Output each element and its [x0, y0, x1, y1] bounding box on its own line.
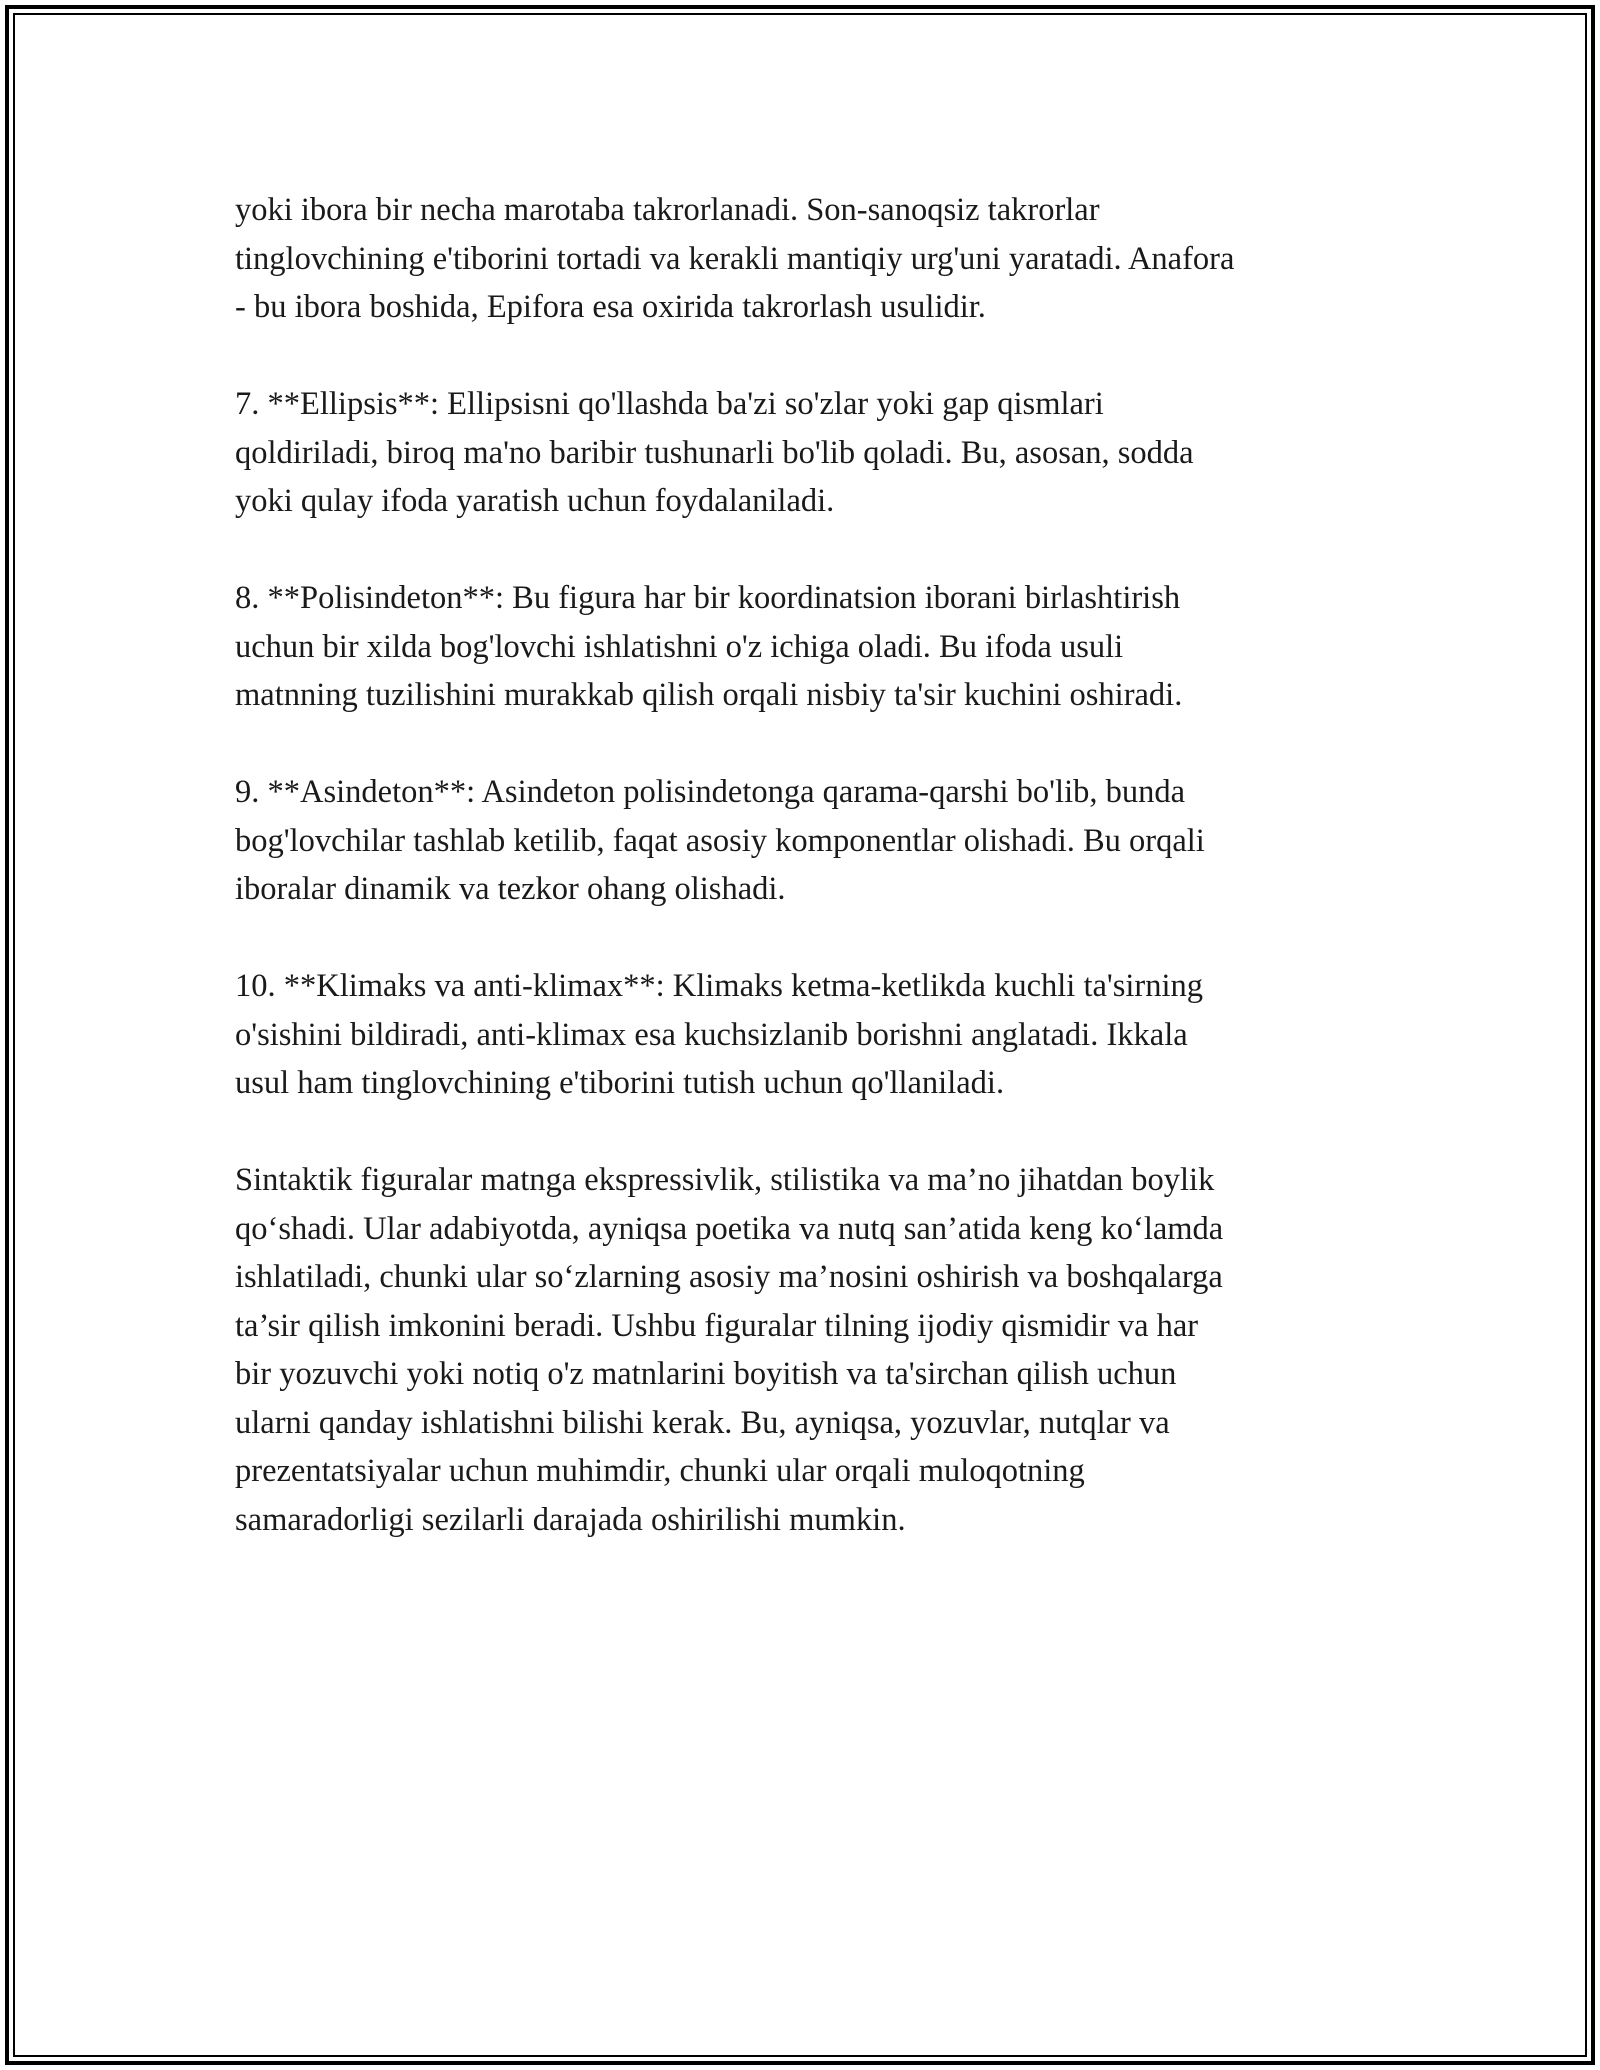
paragraph-conclusion: Sintaktik figuralar matnga ekspressivlik, stilistika va ma’no jihatdan boylik qo‘shadi. Ular adabiyotda, ayniqsa poetika va nutq san’atida keng ko‘lamda ishlatiladi, chunki ular so‘zlarning asosiy ma’nosini oshirish va boshqalarga ta’sir qilish imkonini beradi. Ushbu figuralar tilning ijodiy qismidir va har bir yozuvchi yoki notiq o'z matnlarini boyitish va ta'sirchan qilish uchun ularni qanday ishlatishni bilishi kerak. Bu, ayniqsa, yozuvlar, nutqlar va prezentatsiyalar uchun muhimdir, chunki ular orqali muloqotning samaradorligi sezilarli darajada oshirilishi mumkin. [235, 1162, 1224, 1538]
paragraph-ellipsis: 7. **Ellipsis**: Ellipsisni qo'llashda ba'zi so'zlar yoki gap qismlari qoldiriladi, biroq ma'no baribir tushunarli bo'lib qoladi. Bu, asosan, sodda yoki qulay ifoda yaratish uchun foydalaniladi. [235, 386, 1194, 519]
paragraph-repetition-continued: yoki ibora bir necha marotaba takrorlanadi. Son-sanoqsiz takrorlar tinglovchining e'tiborini tortadi va kerakli mantiqiy urg'uni yaratadi. Anafora - bu ibora boshida, Epifora esa oxirida takrorlash usulidir. [235, 192, 1235, 325]
document-body [235, 186, 1385, 1544]
paragraph-klimaks: 10. **Klimaks va anti-klimax**: Klimaks ketma-ketlikda kuchli ta'sirning o'sishini bildiradi, anti-klimax esa kuchsizlanib borishni anglatadi. Ikkala usul ham tinglovchining e'tiborini tutish uchun qo'llaniladi. [235, 968, 1204, 1101]
paragraph-asindeton: 9. **Asindeton**: Asindeton polisindetonga qarama-qarshi bo'lib, bunda bog'lovchilar tashlab ketilib, faqat asosiy komponentlar olishadi. Bu orqali iboralar dinamik va tezkor ohang olishadi. [235, 774, 1205, 907]
paragraph-polisindeton: 8. **Polisindeton**: Bu figura har bir koordinatsion iborani birlashtirish uchun bir xilda bog'lovchi ishlatishni o'z ichiga oladi. Bu ifoda usuli matnning tuzilishini murakkab qilish orqali nisbiy ta'sir kuchini oshiradi. [235, 580, 1183, 713]
